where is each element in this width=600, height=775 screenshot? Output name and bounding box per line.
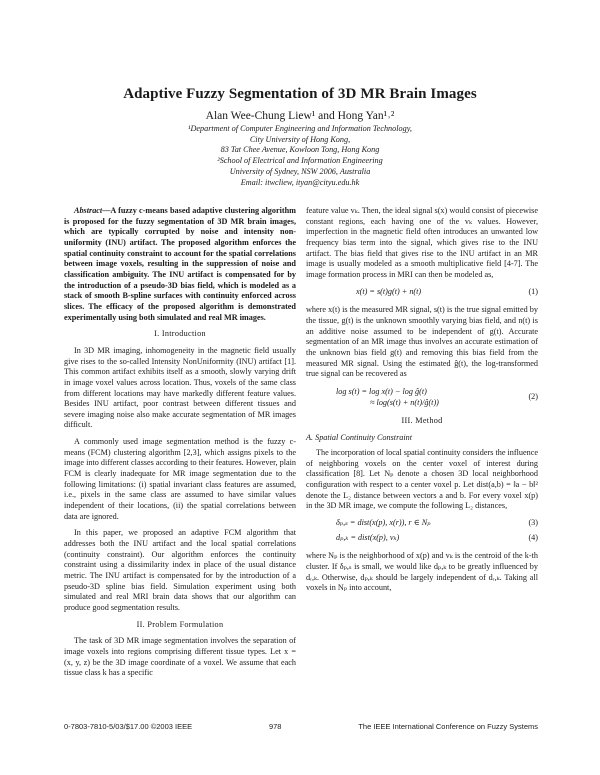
equation-line: ≈ log(s(t) + n(t)/ĝ(t)) [370,397,439,407]
abstract-text: A fuzzy c-means based adaptive clustering algorithm is proposed for the fuzzy segmentation of 3D MR brain images, which are typically corrupted by noise and intensity non-uniformity (INU) artifact. The proposed algorithm enforces the spatial continuity constraint to account for the spatial correlations between image voxels, resulting in the suppression of noise and classification ambiguity. The INU artifact is compensated for by the introduction of a pseudo-3D bias field, which is modeled as a stack of smooth B-spline surfaces with continuity enforced across slices. The efficacy of the proposed algorithm is demonstrated experimentally using both simulated and real MR images. [64,206,296,322]
affiliation-line: ²School of Electrical and Information Engineering [217,156,383,166]
paragraph: The incorporation of local spatial continuity considers the influence of neighboring voxels on the center voxel of interest during classification [8]. Let Nₚ denote a chosen 3D local neighborhood configuration with respect to a center voxel p. Let dist(a,b) = ‖a − b‖² denote the L₂ distance between vectors a and b. For every voxel x(p) in the 3D MR image, we compute the following L₂ distances, [306,448,538,511]
affiliation-line: ¹Department of Computer Engineering and Information Technology, [188,124,412,133]
subsection-heading: A. Spatial Continuity Constraint [306,432,412,442]
equation-line: log s(t) = log x(t) − log ĝ(t) [336,386,427,396]
section-heading-introduction: I. Introduction [154,329,206,339]
abstract-label: Abstract [74,206,103,215]
equation-number: (4) [528,532,538,542]
page-footer [64,722,538,731]
author-list: Alan Wee-Chung Liew¹ and Hong Yan¹˒² [205,110,395,122]
paragraph: where Nₚ is the neighborhood of x(p) and vₖ is the centroid of the k-th cluster. If δₚ,ₛ is small, we would like dₚ,ₖ to be greatly influenced by dᵣ,ₖ. Otherwise, dₚ,ₖ should be largely independent of dᵣ,ₖ. Taking all voxels in Nₚ into account, [306,551,538,593]
equation-2 [306,386,538,408]
affiliations [0,124,600,188]
affiliation-line: 83 Tat Chee Avenue, Kowloon Tong, Hong Kong [220,145,380,155]
equation-number: (3) [528,518,538,528]
equation-body: δₚ,ₛ = dist(x(p), x(r)), r ∈ Nₚ [336,518,431,528]
affiliation-line: University of Sydney, NSW 2006, Australia [229,166,371,176]
page-number: 978 [268,722,282,731]
section-heading-problem-formulation: II. Problem Formulation [136,619,224,629]
abstract: Abstract—A fuzzy c-means based adaptive clustering algorithm is proposed for the fuzzy segmentation of 3D MR brain images, which are typically corrupted by noise and intensity non-uniformity (INU) artifact. The proposed algorithm enforces the spatial continuity constraint to account for the spatial correlations between image voxels, resulting in the suppression of noise and classification ambiguity. The INU artifact is compensated for by the introduction of a pseudo-3D bias field, which is modeled as a stack of smooth B-spline surfaces with continuity enforced across slices. The efficacy of the proposed algorithm is demonstrated experimentally using both simulated and real MR images. [64,206,296,322]
equation-1 [306,287,538,298]
equation-body: dₚ,ₖ = dist(x(p), vₖ) [336,532,400,542]
equation-body: x(t) = s(t)g(t) + n(t) [356,286,422,296]
paragraph: feature value vₖ. Then, the ideal signal s(x) would consist of piecewise constant regions, each having one of the vₖ values. However, imperfection in the magnetic field often introduces an unwanted low frequency bias term into the signal, which gives rise to the INU artifact. The bias field that gives rise to the INU artifact in an MR image is usually modeled as a smooth multiplicative field [4-7]. The image formation process in MRI can then be modeled as, [306,206,538,279]
equation-4 [306,533,538,544]
affiliation-email: Email: itwcliew, ityan@cityu.edu.hk [240,177,360,187]
paper-title: Adaptive Fuzzy Segmentation of 3D MR Brain Images [123,86,477,102]
right-column [306,206,538,600]
equation-3 [306,518,538,529]
footer-copyright: 0-7803-7810-5/03/$17.00 ©2003 IEEE [64,722,193,731]
paragraph: In this paper, we proposed an adaptive FCM algorithm that addresses both the INU artifact and the local spatial correlations (continuity constraint). Our algorithm enforces the continuity constraint using a dissimilarity index in place of the usual distance metric. The INU artifact is compensated for by the introduction of a pseudo-3D spline bias field. Simulation experiment using both simulated and real MRI brain data shows that our algorithm can produce good segmentation results. [64,528,296,612]
affiliation-line: City University of Hong Kong, [249,134,351,144]
paragraph: In 3D MR imaging, inhomogeneity in the magnetic field usually give rises to the so-called Intensity NonUniformity (INU) artifact [1]. This common artifact exhibits itself as a smooth, slowly varying drift in image voxel values across location. Thus, voxels of the same class from different locations may have markedly different feature values. Besides INU artifact, poor contrast between different tissues and severe imaging noise also make accurate segmentation of MR images difficult. [64,345,296,430]
equation-number: (2) [528,391,538,401]
section-heading-method: III. Method [401,415,443,425]
paragraph: A commonly used image segmentation method is the fuzzy c-means (FCM) clustering algorithm [2,3], which assigns pixels to the image into different classes according to their features. However, plain FCM is clearly inadequate for MR image segmentation due to the following limitations: (i) spatial invariant class features are assumed, i.e., pixels in the same class are assumed to have similar values independent of their locations, (ii) the spatial correlations between data are ignored. [64,437,296,521]
footer-conference: The IEEE International Conference on Fuzzy Systems [358,722,538,731]
equation-number: (1) [528,286,538,296]
left-column [64,206,296,685]
paragraph: where x(t) is the measured MR signal, s(t) is the true signal emitted by the tissue, g(t) is the unknown smoothly varying bias field, and n(t) is an additive noise assumed to be independent of g(t). Accurate segmentation of an MR image thus involves an accurate estimation of the unknown bias field g(t) and removing this bias field from the measured MR signal. Using the estimated ĝ(t), the log-transformed true signal can be recovered as [306,305,538,379]
paragraph: The task of 3D MR image segmentation involves the separation of image voxels into regions comprising different tissue types. Let x = (x, y, z) be the 3D image coordinate of a voxel. We assume that each tissue class k has a specific [64,636,296,678]
